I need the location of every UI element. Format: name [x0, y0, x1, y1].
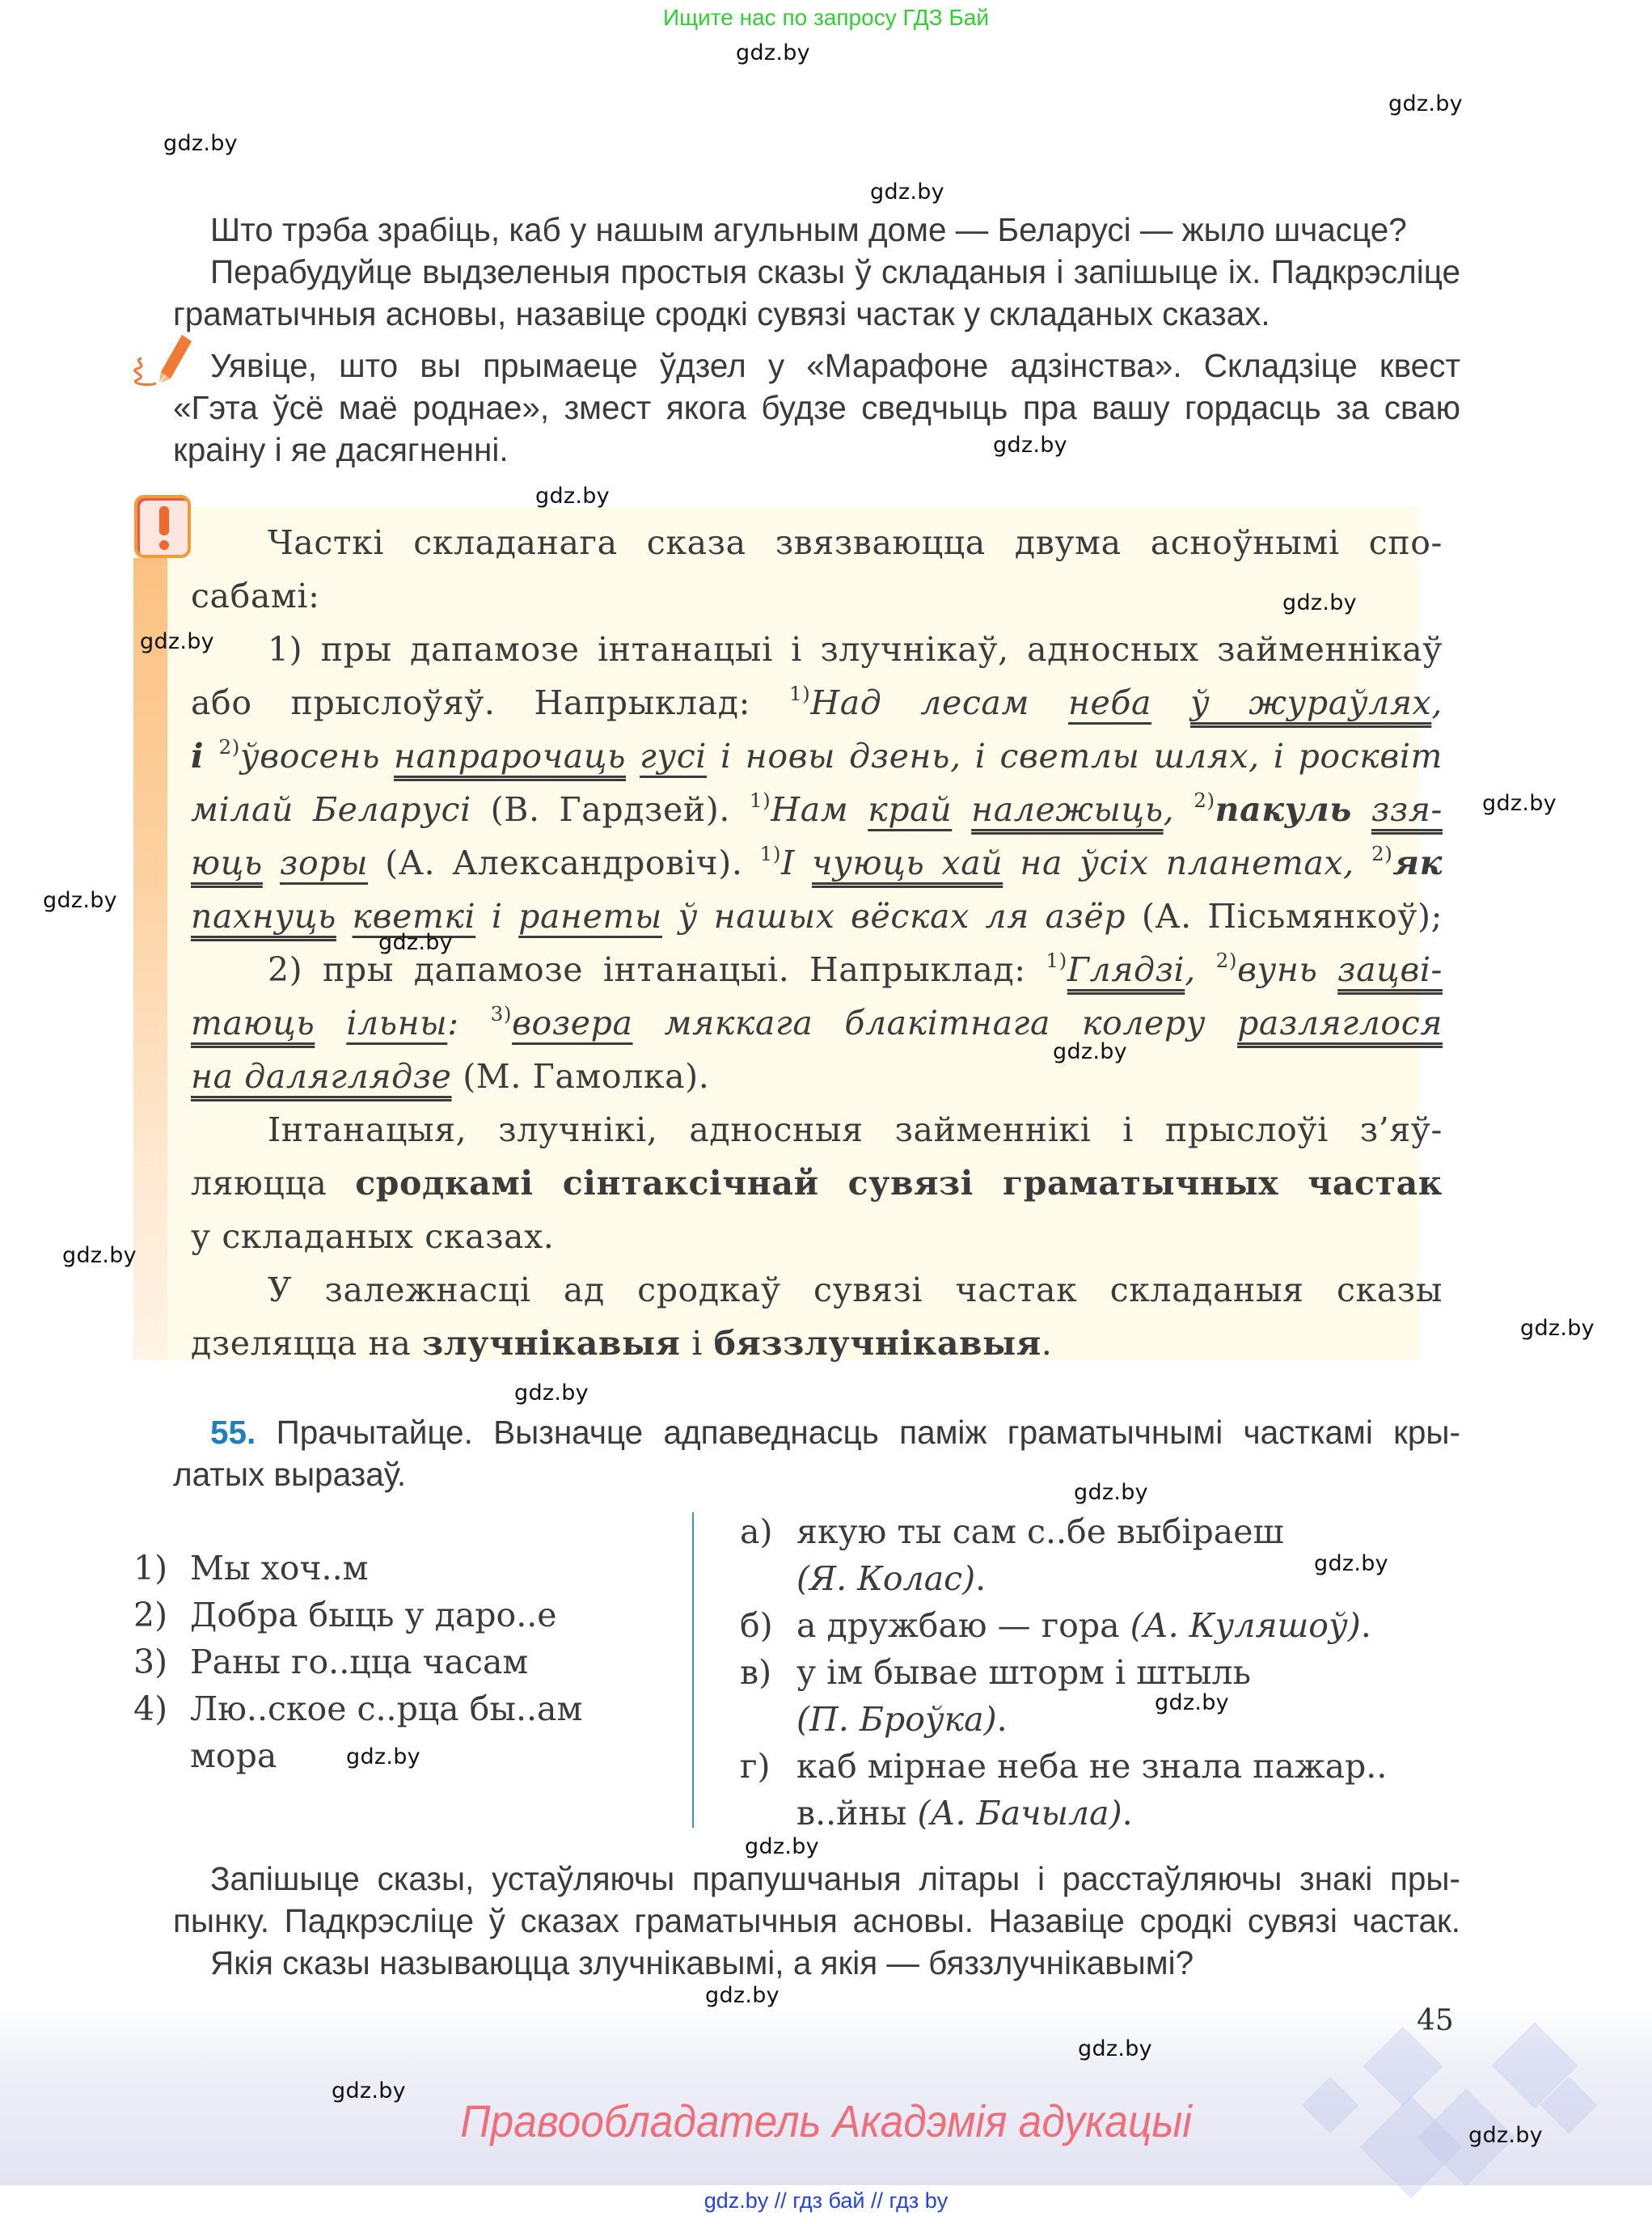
- item-text: Лю..ское с..рца бы..ам: [190, 1689, 583, 1728]
- watermark-text: gdz.by: [745, 1834, 819, 1859]
- text: ўвосень: [239, 737, 395, 776]
- watermark-text: gdz.by: [736, 40, 810, 66]
- key-term: бяззлучнікавыя: [713, 1324, 1041, 1363]
- predicate: напрарочаць: [394, 737, 626, 776]
- rule-method-1: 1) пры дапамозе інтанацыі і злучнікаў, адносных займеннікаў: [268, 630, 1443, 669]
- rule-line: сабамі:: [191, 577, 320, 615]
- match-right-item: [740, 1508, 1387, 1555]
- author: (В. Гардзей).: [471, 790, 750, 829]
- footnote-marker: 2): [1215, 948, 1238, 972]
- exercise-line: латых выразаў.: [173, 1456, 407, 1493]
- author: (А. Бачыла): [917, 1794, 1122, 1833]
- predicate: зацві-: [1337, 950, 1443, 989]
- watermark-text: gdz.by: [705, 1983, 780, 2008]
- footnote-marker: 1): [1046, 948, 1067, 972]
- search-banner[interactable]: Ищите нас по запросу ГДЗ Бай: [662, 5, 990, 30]
- watermark-text: gdz.by: [993, 433, 1067, 458]
- item-text: [796, 1649, 1251, 1696]
- subject: кветкі: [352, 897, 476, 936]
- text: [1151, 683, 1190, 722]
- key-term: сродкамі сінтаксічнай сувязі граматычных частак: [355, 1164, 1443, 1203]
- item-text: [796, 1508, 1284, 1555]
- predicate: чуюць хай: [812, 844, 1003, 882]
- text: в..йны: [796, 1794, 918, 1833]
- intro-task-line: Перабудуйце выдзеленыя простыя сказы ў складаныя і запішыце іх. Падкрэсліце: [210, 253, 1460, 290]
- example-text: [810, 683, 1443, 722]
- predicate: пахнуць: [191, 897, 336, 936]
- text: каб мірнае неба не знала пажар..: [796, 1747, 1388, 1786]
- exercise-number: 55.: [210, 1414, 256, 1451]
- example-text: [191, 844, 368, 882]
- item-text: [796, 1743, 1387, 1790]
- item-key: 2): [133, 1596, 168, 1634]
- watermark-text: gdz.by: [1074, 1480, 1148, 1505]
- item-key: 1): [133, 1549, 168, 1588]
- item-text: [796, 1555, 986, 1602]
- text: мяккага блакітнага колеру: [632, 1004, 1238, 1042]
- item-key: 3): [133, 1643, 168, 1681]
- subject: ранеты: [518, 897, 663, 936]
- footnote-marker: 1): [749, 788, 771, 812]
- footnote-marker: 2): [1371, 841, 1393, 865]
- text: .: [975, 1559, 987, 1598]
- rule-example-line: [191, 1050, 1443, 1103]
- rule-box-accent-bar: [133, 558, 167, 1360]
- rule-line: Часткі складанага сказа звязваюцца двума асноўнымі спо-: [268, 523, 1443, 562]
- intro-question-text: Што трэба зрабіць, каб у нашым агульным доме — Беларусі — жыло шчасце?: [210, 211, 1407, 248]
- intro-question: [173, 209, 1460, 251]
- text: Прачытайце. Вызначце адпаведнасць паміж граматычнымі часткамі кры-: [256, 1414, 1460, 1451]
- creative-task-line: Уявіце, што вы прымаеце ўдзел у «Марафоне адзінства». Складзіце квест: [210, 347, 1460, 384]
- predicate: ў жураўлях: [1190, 683, 1432, 722]
- item-key: в): [740, 1653, 772, 1692]
- footnote-marker: 2): [218, 734, 240, 759]
- item-key: 4): [133, 1689, 168, 1728]
- rule-line: у складаных сказах.: [191, 1217, 555, 1256]
- footnote-marker: 1): [788, 681, 811, 705]
- text: Нам: [771, 790, 868, 829]
- rule-line: Інтанацыя, злучнікі, адносныя займеннікі і прыслоўі з’яў-: [268, 1110, 1443, 1149]
- footnote-marker: 1): [759, 841, 782, 865]
- match-right-column: [740, 1508, 1387, 1837]
- item-text: Раны го..цца часам: [190, 1643, 529, 1681]
- author: (А. Александровіч).: [368, 844, 760, 882]
- match-left-item: [133, 1685, 582, 1732]
- item-key: [133, 1732, 190, 1779]
- task-line: Якія сказы называюцца злучнікавымі, а якія — бяззлучнікавымі?: [210, 1944, 1194, 1981]
- item-key: [740, 1696, 796, 1743]
- item-key: [740, 1790, 796, 1837]
- task-line: Запішыце сказы, устаўляючы прапушчаныя літары і расстаўляючы знакі пры-: [210, 1860, 1460, 1897]
- text: мілай Беларусі: [191, 790, 471, 829]
- watermark-text: gdz.by: [870, 180, 944, 205]
- text: або прыслоўяў. Напрыклад:: [191, 683, 789, 722]
- text: на ўсіх планетах,: [1003, 844, 1371, 882]
- text: ,: [1431, 683, 1443, 722]
- rule-line: [191, 1317, 1443, 1370]
- copyright-notice: Правообладатель Акадэмія адукацыі: [460, 2095, 1192, 2146]
- item-text: Мы хоч..м: [190, 1549, 369, 1588]
- example-text: [771, 790, 1443, 829]
- watermark-text: gdz.by: [514, 1380, 589, 1406]
- item-text: Добра быць у даро..е: [190, 1596, 557, 1634]
- conjunction: як: [1392, 844, 1443, 882]
- rule-example-line: [191, 783, 1443, 836]
- author: (П. Броўка): [796, 1700, 997, 1739]
- match-left-item: [133, 1545, 582, 1592]
- text: 2) пры дапамозе інтанацыі. Напрыклад:: [268, 950, 1046, 989]
- exclamation-icon: [134, 495, 191, 558]
- subject: неба: [1067, 683, 1152, 722]
- watermark-text: gdz.by: [1078, 2036, 1152, 2061]
- match-right-item: [740, 1555, 1387, 1602]
- intro-task-line: граматычныя асновы, назавіце сродкі сувязі частак у складаных сказах.: [173, 295, 1270, 332]
- text: вунь: [1237, 950, 1338, 989]
- match-right-item: [740, 1602, 1387, 1649]
- creative-task-line: «Гэта ўсё маё роднае», змест якога будзе сведчыць пра вашу гордасць за сваю: [173, 389, 1460, 426]
- predicate: разляглося: [1237, 1004, 1443, 1042]
- task-line: пынку. Падкрэсліце ў сказах граматычныя асновы. Назавіце сродкі сувязі частак.: [173, 1902, 1460, 1939]
- exercise-line: [173, 1411, 1460, 1453]
- watermark-text: gdz.by: [346, 1744, 420, 1769]
- text: і: [680, 1324, 714, 1363]
- author: (А. Пісьмянкоў);: [1126, 897, 1443, 936]
- exercise-55-prompt: [173, 1411, 1460, 1495]
- match-right-item: [740, 1743, 1387, 1790]
- subject: край: [868, 790, 953, 829]
- match-right-item: [740, 1790, 1387, 1837]
- watermark-text: gdz.by: [1282, 590, 1357, 615]
- watermark-text: gdz.by: [378, 930, 453, 955]
- conjunction: і: [191, 737, 219, 776]
- predicate: Глядзі: [1067, 950, 1185, 989]
- watermark-text: gdz.by: [332, 2078, 406, 2103]
- subject: ільны: [346, 1004, 448, 1042]
- intro-task: [173, 251, 1460, 335]
- watermark-text: gdz.by: [140, 629, 214, 654]
- match-left-item: [133, 1592, 582, 1638]
- text: ў нашых вёсках ля азёр: [662, 897, 1126, 936]
- text: у ім бывае шторм і штыль: [796, 1653, 1251, 1692]
- text: .: [1041, 1324, 1053, 1363]
- watermark-text: gdz.by: [535, 484, 610, 509]
- key-term: злучнікавыя: [422, 1324, 681, 1363]
- author: (М. Гамолка).: [451, 1057, 710, 1096]
- text: і новы дзень, і светлы шлях, і росквіт: [707, 737, 1443, 776]
- match-left-item: [133, 1638, 582, 1685]
- text: .: [1122, 1794, 1133, 1833]
- author: (Я. Колас): [796, 1559, 976, 1598]
- column-divider: [692, 1512, 694, 1828]
- example-text: [781, 841, 1443, 882]
- conjunction: пакуль: [1215, 790, 1352, 829]
- rule-example-line: [191, 676, 1443, 729]
- text: ,: [1163, 790, 1175, 829]
- text: а дружбаю — гора: [796, 1606, 1130, 1645]
- item-key: а): [740, 1512, 773, 1551]
- watermark-text: gdz.by: [1053, 1039, 1127, 1064]
- rule-line: [191, 1156, 1443, 1210]
- footer-links[interactable]: gdz.by // гдз бай // гдз by: [703, 2188, 949, 2213]
- watermark-text: gdz.by: [1482, 791, 1557, 816]
- watermark-text: gdz.by: [62, 1243, 137, 1268]
- watermark-text: gdz.by: [1520, 1316, 1595, 1341]
- creative-task-line: краіну і яе дасягненні.: [173, 431, 509, 468]
- watermark-text: gdz.by: [43, 888, 117, 913]
- item-key: [740, 1555, 796, 1602]
- rule-line: У залежнасці ад сродкаў сувязі частак складаныя сказы: [268, 1271, 1443, 1309]
- watermark-text: gdz.by: [163, 131, 238, 156]
- text: Над лесам: [810, 683, 1068, 722]
- text: .: [1360, 1606, 1371, 1645]
- item-key: г): [740, 1747, 771, 1786]
- exercise-55-task: [173, 1858, 1460, 1984]
- item-text: [796, 1790, 1133, 1837]
- predicate: таюць: [191, 1004, 315, 1042]
- text: ,: [1185, 950, 1216, 989]
- subject: гусі: [640, 737, 708, 776]
- text: .: [996, 1700, 1008, 1739]
- item-text: [796, 1696, 1008, 1743]
- text: ляюцца: [191, 1164, 356, 1203]
- text: дзеляцца на: [191, 1324, 422, 1363]
- creative-task: [173, 345, 1460, 471]
- predicate: на даляглядзе: [191, 1057, 452, 1096]
- watermark-text: gdz.by: [1468, 2123, 1543, 2148]
- footnote-marker: 2): [1194, 788, 1215, 812]
- example-text: [191, 897, 1126, 936]
- page-number: 45: [1417, 2004, 1454, 2037]
- subject: зоры: [279, 844, 369, 882]
- footnote-marker: 3): [490, 1001, 513, 1025]
- predicate: юць: [191, 844, 263, 882]
- text: :: [447, 1004, 491, 1042]
- rule-example-line: [191, 836, 1443, 890]
- rule-example-line: [191, 996, 1443, 1050]
- match-right-item: [740, 1696, 1387, 1743]
- watermark-text: gdz.by: [1388, 91, 1463, 116]
- text: якую ты сам с..бе выбіраеш: [796, 1512, 1284, 1551]
- item-text: [796, 1602, 1371, 1649]
- text: І: [781, 844, 813, 882]
- watermark-text: gdz.by: [1155, 1690, 1229, 1715]
- predicate: належыць: [971, 790, 1164, 829]
- author: (А. Куляшоў): [1130, 1606, 1361, 1645]
- match-right-item: [740, 1649, 1387, 1696]
- subject: возера: [512, 1004, 633, 1042]
- predicate: ззя-: [1371, 790, 1443, 829]
- item-text: мора: [190, 1736, 277, 1775]
- rule-example-line: [191, 729, 1443, 783]
- example-text: [1067, 950, 1443, 989]
- item-key: б): [740, 1606, 773, 1645]
- watermark-text: gdz.by: [1314, 1551, 1388, 1576]
- text: і: [475, 897, 519, 936]
